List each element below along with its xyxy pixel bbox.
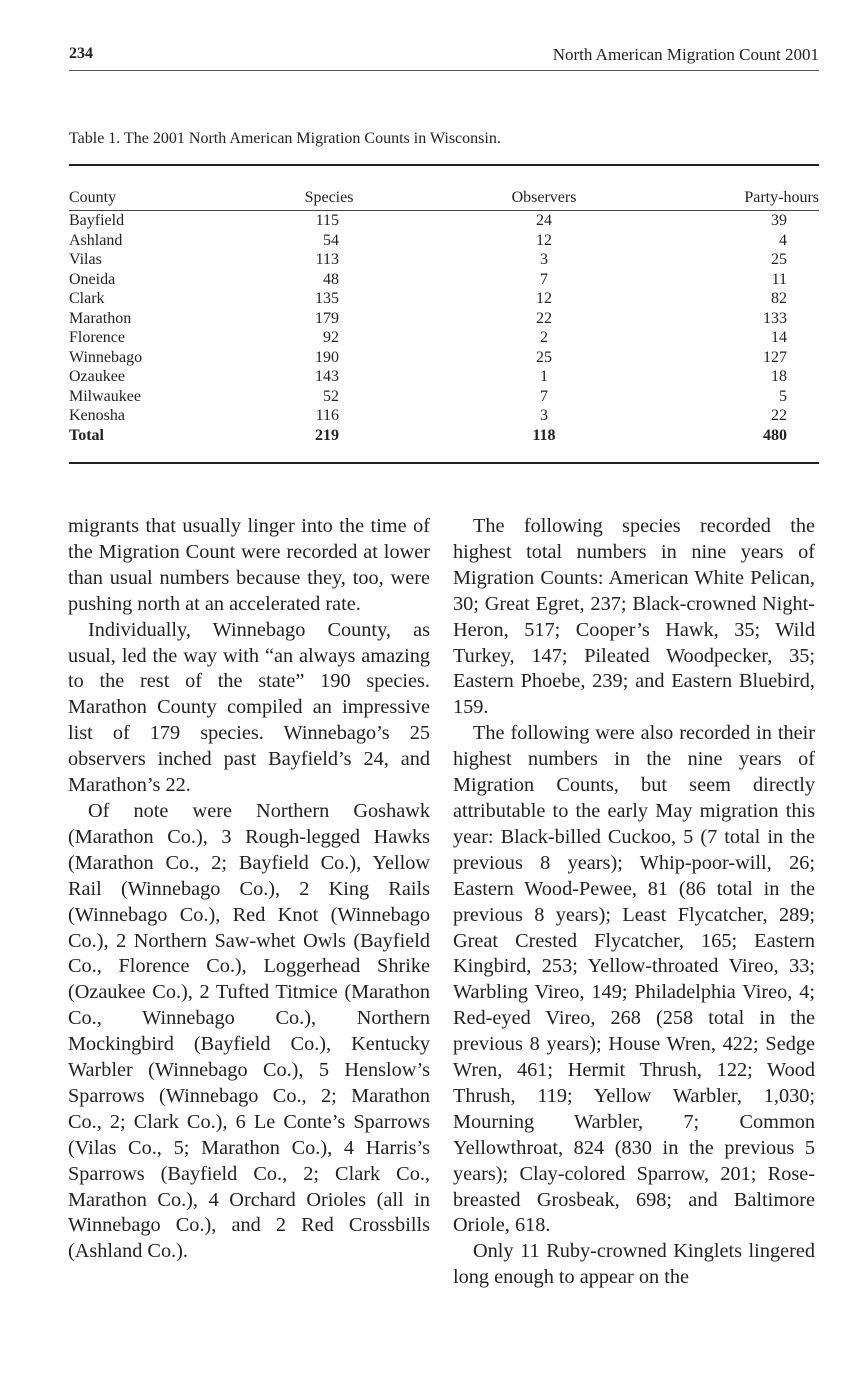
table-row bbox=[69, 211, 819, 231]
table-header-row bbox=[69, 184, 819, 211]
table-row bbox=[69, 270, 819, 290]
species-cell: 143 bbox=[315, 368, 339, 385]
table-row bbox=[69, 387, 819, 407]
observers-cell: 25 bbox=[536, 348, 552, 366]
county-cell: Milwaukee bbox=[69, 387, 141, 405]
county-cell: Kenosha bbox=[69, 407, 125, 424]
county-cell: Ashland bbox=[69, 231, 123, 249]
migration-count-table bbox=[69, 184, 819, 445]
species-cell: 113 bbox=[315, 251, 339, 268]
county-cell: Marathon bbox=[69, 309, 132, 327]
left-text-column bbox=[68, 514, 430, 1265]
county-cell: Bayfield bbox=[69, 212, 125, 229]
species-cell: 190 bbox=[315, 348, 339, 366]
county-cell: Oneida bbox=[69, 270, 116, 288]
party-hours-cell: 22 bbox=[771, 407, 787, 424]
table-row bbox=[69, 309, 819, 329]
party-hours-cell: 11 bbox=[771, 270, 787, 288]
party-hours-cell: 82 bbox=[771, 290, 787, 307]
party-hours-cell: 5 bbox=[779, 387, 787, 405]
total-species-cell: 219 bbox=[315, 426, 339, 444]
observers-cell: 3 bbox=[540, 407, 548, 424]
species-cell: 48 bbox=[323, 270, 339, 288]
paragraph: Of note were Northern Goshawk (Marathon Co.), 3 Rough-legged Hawks (Marathon Co., 2; Bayfield Co.), Yellow Rail (Winnebago Co.), 2 King Rails (Winnebago Co.), Red Knot (Winnebago Co.), 2 Northern Saw-whet Owls (Bayfield Co., Florence Co.), Loggerhead Shrike (Ozaukee Co.), 2 Tufted Titmice (Marathon Co., Winnebago Co.), Northern Mockingbird (Bayfield Co.), Kentucky Warbler (Winnebago Co.), 5 Henslow’s Sparrows (Winnebago Co., 2; Marathon Co., 2; Clark Co.), 6 Le Conte’s Sparrows (Vilas Co., 5; Marathon Co.), 4 Harris’s Sparrows (Bayfield Co., 2; Clark Co., Marathon Co.), 4 Orchard Orioles (all in Winnebago Co.), and 2 Red Crossbills (Ashland Co.). bbox=[68, 799, 430, 1263]
right-text-column bbox=[453, 514, 815, 1291]
party-hours-cell: 25 bbox=[771, 251, 787, 268]
table-caption: Table 1. The 2001 North American Migration Counts in Wisconsin. bbox=[69, 130, 501, 147]
county-cell: Vilas bbox=[69, 251, 102, 268]
column-header-party-hours: Party-hours bbox=[679, 184, 819, 211]
page-number: 234 bbox=[69, 45, 93, 62]
paragraph: The following were also recorded in their highest numbers in the nine years of Migration Counts, but seem directly attributable to the early May migration this year: Black-billed Cuckoo, 5 (7 total in the previous 8 years); Whip-poor-will, 26; Eastern Wood-Pewee, 81 (86 total in the previous 8 years); Least Flycatcher, 289; Great Crested Flycatcher, 165; Eastern Kingbird, 253; Yellow-throated Vireo, 33; Warbling Vireo, 149; Philadelphia Vireo, 4; Red-eyed Vireo, 268 (258 total in the previous 8 years); House Wren, 422; Sedge Wren, 461; Hermit Thrush, 122; Wood Thrush, 119; Yellow Warbler, 1,030; Mourning Warbler, 7; Common Yellowthroat, 824 (830 in the previous 5 years); Clay-colored Sparrow, 201; Rose-breasted Grosbeak, 698; and Baltimore Oriole, 618. bbox=[453, 722, 815, 1237]
observers-cell: 3 bbox=[540, 251, 548, 268]
observers-cell: 22 bbox=[536, 309, 552, 327]
journal-title: North American Migration Count 2001 bbox=[552, 45, 819, 64]
running-header bbox=[69, 40, 819, 71]
table-row bbox=[69, 328, 819, 348]
county-cell: Ozaukee bbox=[69, 368, 125, 385]
county-cell: Winnebago bbox=[69, 348, 143, 366]
party-hours-cell: 14 bbox=[771, 329, 787, 346]
species-cell: 135 bbox=[315, 290, 339, 307]
observers-cell: 12 bbox=[536, 290, 552, 307]
party-hours-cell: 127 bbox=[763, 348, 787, 366]
paragraph: Only 11 Ruby-crowned Kinglets lingered long enough to appear on the bbox=[453, 1240, 815, 1289]
paragraph: migrants that usually linger into the time of the Migration Count were recorded at lower than usual numbers because they, too, were pushing north at an accelerated rate. bbox=[68, 515, 430, 615]
total-observers-cell: 118 bbox=[532, 426, 556, 444]
observers-cell: 7 bbox=[540, 387, 548, 405]
observers-cell: 12 bbox=[536, 231, 552, 249]
table-row bbox=[69, 231, 819, 251]
table-row bbox=[69, 367, 819, 387]
species-cell: 115 bbox=[315, 212, 339, 229]
observers-cell: 7 bbox=[540, 270, 548, 288]
party-hours-cell: 18 bbox=[771, 368, 787, 385]
species-cell: 116 bbox=[315, 407, 339, 424]
species-cell: 52 bbox=[323, 387, 339, 405]
county-cell: Clark bbox=[69, 290, 105, 307]
party-hours-cell: 4 bbox=[779, 231, 787, 249]
table-total-row bbox=[69, 426, 819, 446]
table-row bbox=[69, 250, 819, 270]
paragraph: The following species recorded the highest total numbers in nine years of Migration Counts: American White Pelican, 30; Great Egret, 237; Black-crowned Night-Heron, 517; Cooper’s Hawk, 35; Wild Turkey, 147; Pileated Woodpecker, 35; Eastern Phoebe, 239; and Eastern Bluebird, 159. bbox=[453, 515, 815, 719]
table-row bbox=[69, 348, 819, 368]
county-cell: Florence bbox=[69, 329, 125, 346]
species-cell: 92 bbox=[323, 329, 339, 346]
total-county-cell: Total bbox=[69, 426, 104, 444]
table-top-rule bbox=[69, 164, 819, 166]
column-header-county: County bbox=[69, 184, 249, 211]
party-hours-cell: 39 bbox=[771, 212, 787, 229]
observers-cell: 2 bbox=[540, 329, 548, 346]
column-header-observers: Observers bbox=[409, 184, 679, 211]
paragraph: Individually, Winnebago County, as usual, led the way with “an always amazing to the rest of the state” 190 species. Marathon County compiled an impressive list of 179 species. Winnebago’s 25 observers inched past Bayfield’s 24, and Marathon’s 22. bbox=[68, 618, 430, 797]
species-cell: 179 bbox=[315, 309, 339, 327]
total-party-hours-cell: 480 bbox=[763, 426, 787, 444]
party-hours-cell: 133 bbox=[763, 309, 787, 327]
observers-cell: 24 bbox=[536, 212, 552, 229]
table-row bbox=[69, 406, 819, 426]
table-row bbox=[69, 289, 819, 309]
table-body bbox=[69, 211, 819, 446]
column-header-species: Species bbox=[249, 184, 409, 211]
table-bottom-rule bbox=[69, 462, 819, 464]
observers-cell: 1 bbox=[540, 368, 548, 385]
species-cell: 54 bbox=[323, 231, 339, 249]
